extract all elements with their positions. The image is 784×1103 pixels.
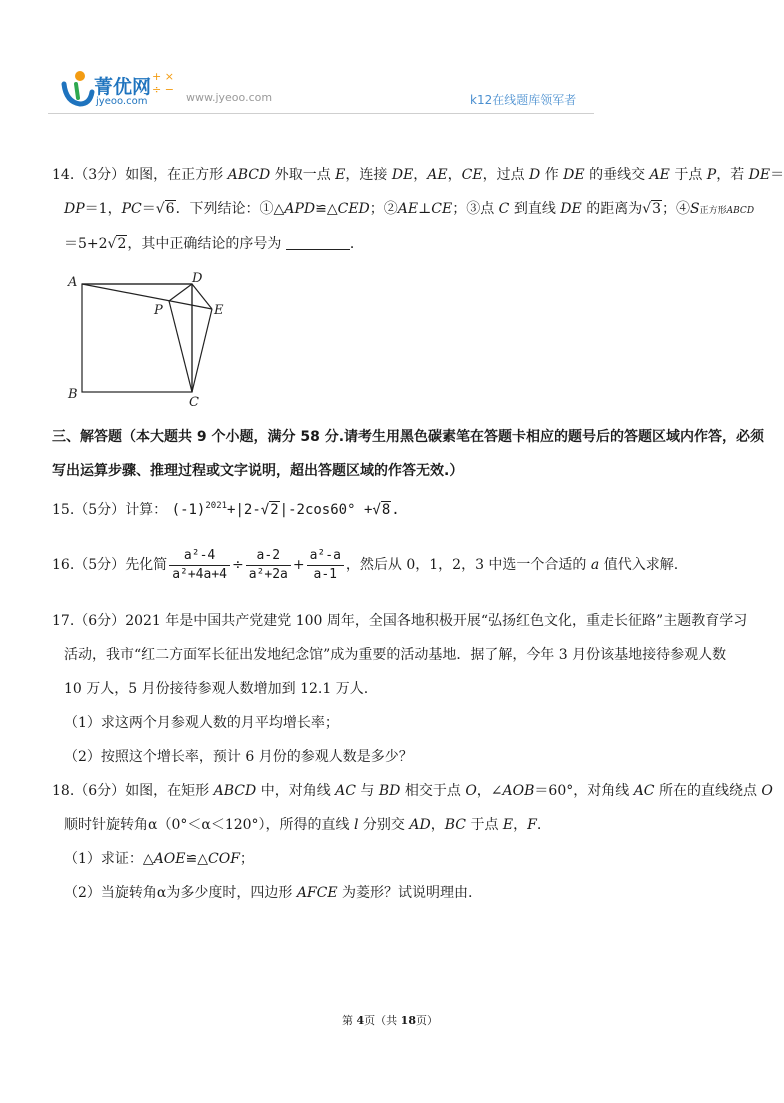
- q17-line2: 活动，我市“红二方面军长征出发地纪念馆”成为重要的活动基地．据了解，今年 3 月份该基地接待参观人数: [64, 647, 727, 663]
- slogan: k12在线题库领军者: [470, 93, 577, 107]
- logo-cn: 菁优网: [94, 76, 152, 98]
- segment-pc: [169, 301, 192, 392]
- label-e: E: [214, 303, 224, 318]
- q17-line1: 17.（6分）2021 年是中国共产党建党 100 周年，全国各地积极开展“弘扬红色文化，重走长征路”主题教育学习: [52, 613, 748, 629]
- header: [0, 0, 780, 120]
- q14-figure: [62, 268, 242, 408]
- label-a: A: [68, 275, 78, 290]
- q18-line2: 顺时针旋转角α（0°＜α＜120°），所得的直线 l 分别交 AD，BC 于点 E，F.: [64, 817, 542, 833]
- q17-line3: 10 万人，5 月份接待参观人数增加到 12.1 万人.: [64, 681, 369, 697]
- q18-number: 18.: [52, 783, 75, 799]
- q14-line1: 14.（3分）如图，在正方形 ABCD 外取一点 E，连接 DE，AE，CE，过点 D 作 DE 的垂线交 AE 于点 P，若 DE＝: [52, 167, 784, 183]
- label-d: D: [192, 271, 203, 286]
- label-c: C: [189, 395, 199, 410]
- q16-score: （5分）: [74, 557, 126, 573]
- section3-title-line2: 写出运算步骤、推理过程或文字说明，超出答题区域的作答无效.）: [52, 463, 464, 479]
- q15: 15.（5分）计算： $(-1)^{2021}+|2-√2|-2\cos 60^\circ +√8$.: [52, 501, 400, 518]
- page-total: 18: [400, 1014, 416, 1027]
- header-rule: [48, 113, 594, 114]
- section3-title-line1: 三、解答题（本大题共 9 个小题，满分 58 分.请考生用黑色碳素笔在答题卡相应的题号后的答题区域内作答，必须: [52, 429, 765, 445]
- q15-number: 15.: [52, 502, 75, 518]
- q17-sub1: （1）求这两个月参观人数的月平均增长率；: [64, 715, 339, 731]
- jyeoo-logo-icon: [60, 70, 96, 110]
- segment-ec: [192, 309, 212, 392]
- q15-expression: $(-1)^{2021}+|2-√2|-2\cos 60^\circ +√8$.: [171, 501, 400, 518]
- q17-number: 17.: [52, 613, 75, 629]
- fraction-3: $\frac{\text{a²-a}}{a-1}$: [307, 548, 344, 583]
- fraction-2: $\frac{a-2}{\text{a²+2a}}$: [246, 548, 291, 583]
- q17-sub2: （2）按照这个增长率，预计 6 月份的参观人数是多少？: [64, 749, 413, 765]
- q14-score: （3分）: [74, 167, 126, 183]
- segment-dp: [169, 284, 192, 301]
- q18-sub1: （1）求证：△AOE≌△COF；: [64, 851, 254, 867]
- sqrt-3: √3: [642, 201, 662, 217]
- sqrt-2: √2: [107, 236, 127, 252]
- q18-sub2: （2）当旋转角α为多少度时，四边形 AFCE 为菱形？试说明理由.: [64, 885, 473, 901]
- sqrt-6: √6: [155, 201, 175, 217]
- logo-en: jyeoo.com: [96, 96, 148, 107]
- q17-score: （6分）: [74, 613, 126, 629]
- square-abcd: [82, 284, 192, 392]
- math-symbols-icon: + × ÷ −: [152, 70, 174, 96]
- answer-blank[interactable]: [286, 235, 350, 250]
- page-footer: 第 4页（共 18页）: [342, 1014, 438, 1027]
- q18-score: （6分）: [74, 783, 126, 799]
- site-url[interactable]: www.jyeoo.com: [186, 91, 273, 104]
- q15-score: （5分）: [74, 502, 126, 518]
- q16: 16.（5分）先化简 $\frac{\text{a²-4}}{\text{a²+4a+4}}$ ÷ $\frac{a-2}{\text{a²+2a}}$ + $\frac{\text{a²-a}}{a-1}$ ，然后从 0，1，2，3 中选一个合适的 a 值代入求解.: [52, 547, 679, 582]
- page-number: 4: [356, 1014, 365, 1027]
- label-p: P: [154, 303, 163, 318]
- q14-line3: ＝5+2√2，其中正确结论的序号为 ．: [64, 236, 364, 252]
- q16-number: 16.: [52, 557, 75, 573]
- label-b: B: [68, 387, 78, 402]
- q14-number: 14.: [52, 167, 75, 183]
- q14-line2: DP＝1，PC＝√6．下列结论：①△APD≌△CED；②AE⊥CE；③点 C 到直线 DE 的距离为√3；④S正方形ABCD: [64, 201, 755, 217]
- fraction-1: $\frac{\text{a²-4}}{\text{a²+4a+4}}$: [169, 548, 230, 583]
- q18-line1: 18.（6分）如图，在矩形 ABCD 中，对角线 AC 与 BD 相交于点 O，∠AOB＝60°，对角线 AC 所在的直线绕点 O: [52, 783, 773, 799]
